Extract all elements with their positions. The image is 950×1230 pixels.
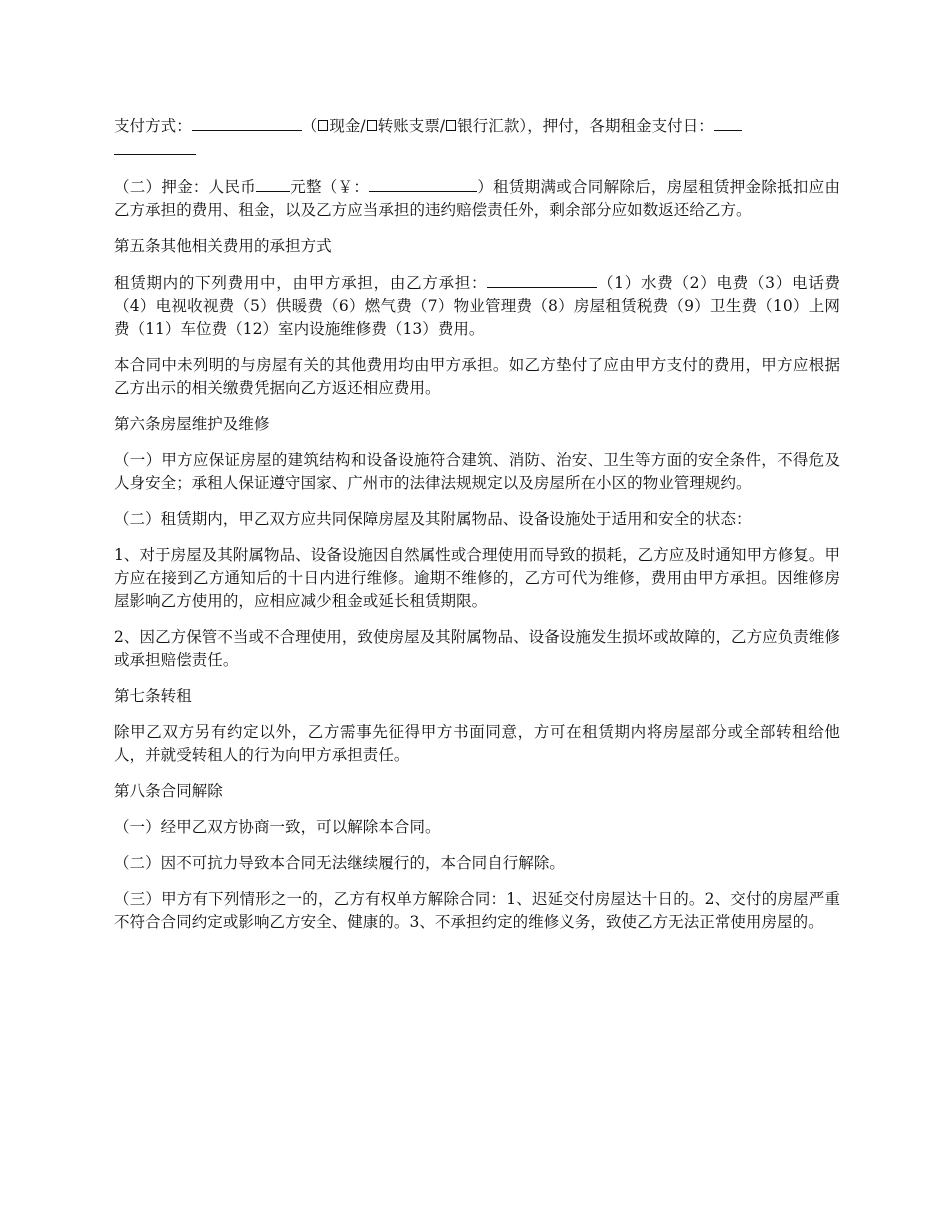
article-7-heading: 第七条转租 <box>114 687 192 705</box>
payment-label: 支付方式： <box>114 117 192 135</box>
fees-text-1: 租赁期内的下列费用中，由甲方承担，由乙方承担： <box>114 274 488 292</box>
option-cash: 现金/ <box>329 117 366 135</box>
article-6-heading: 第六条房屋维护及维修 <box>114 415 270 433</box>
deposit-amount-blank <box>256 175 290 192</box>
checkbox-bank[interactable] <box>446 120 456 131</box>
paren-close: ），押付，各期租金支付日： <box>519 117 714 135</box>
fees-text-2: （1）水费（2）电费（3）电话费（4）电视收视费（5）供暖费（6）燃气费（7）物业管理费（8）房屋租赁税费（9）卫生费（10）上网费（11）车位费（12）室内设施维修费（13）费用。 <box>114 274 841 338</box>
sublease-paragraph: 除甲乙双方另有约定以外，乙方需事先征得甲方书面同意，方可在租赁期内将房屋部分或全部转租给他人，并就受转租人的行为向甲方承担责任。 <box>114 723 840 764</box>
option-check: 转账支票/ <box>377 117 446 135</box>
document-page <box>114 114 840 947</box>
article-8-heading: 第八条合同解除 <box>114 782 223 800</box>
deposit-text-3: ）租赁期满或合同解除后，房屋租赁押金除抵扣应由乙方承担的费用、租金，以及乙方应当承担的违约赔偿责任外，剩余部分应如数返还给乙方。 <box>114 178 840 219</box>
fees-blank <box>487 271 597 288</box>
payment-date-blank <box>714 114 742 131</box>
paren-open: （ <box>301 117 318 135</box>
termination-clause-3: （三）甲方有下列情形之一的，乙方有权单方解除合同：1、迟延交付房屋达十日的。2、交付的房屋严重不符合合同约定或影响乙方安全、健康的。3、不承担约定的维修义务，致使乙方无法正常使用房屋的。 <box>114 890 840 931</box>
payment-method-paragraph <box>114 114 840 162</box>
option-bank: 银行汇款 <box>457 117 520 135</box>
payment-method-blank <box>192 114 302 131</box>
deposit-text-2: 元整（￥： <box>290 178 370 196</box>
maintenance-item-2: 2、因乙方保管不当或不合理使用，致使房屋及其附属物品、设备设施发生损坏或故障的，乙方应负责维修或承担赔偿责任。 <box>114 628 840 669</box>
termination-clause-1: （一）经甲乙双方协商一致，可以解除本合同。 <box>114 818 441 836</box>
deposit-number-blank <box>369 175 477 192</box>
checkbox-cash[interactable] <box>318 120 328 131</box>
deposit-text-1: （二）押金：人民币 <box>114 178 256 196</box>
maintenance-clause-2: （二）租赁期内，甲乙双方应共同保障房屋及其附属物品、设备设施处于适用和安全的状态： <box>114 510 752 528</box>
article-5-heading: 第五条其他相关费用的承担方式 <box>114 237 332 255</box>
other-fees-paragraph: 本合同中未列明的与房屋有关的其他费用均由甲方承担。如乙方垫付了应由甲方支付的费用，甲方应根据乙方出示的相关缴费凭据向乙方返还相应费用。 <box>114 356 840 397</box>
maintenance-item-1: 1、对于房屋及其附属物品、设备设施因自然属性或合理使用而导致的损耗，乙方应及时通知甲方修复。甲方应在接到乙方通知后的十日内进行维修。逾期不维修的，乙方可代为维修，费用由甲方承担。因维修房屋影响乙方使用的，应相应减少租金或延长租赁期限。 <box>114 546 840 610</box>
fees-paragraph <box>114 271 840 341</box>
deposit-paragraph <box>114 175 840 222</box>
checkbox-check[interactable] <box>367 120 377 131</box>
maintenance-clause-1: （一）甲方应保证房屋的建筑结构和设备设施符合建筑、消防、治安、卫生等方面的安全条件，不得危及人身安全；承租人保证遵守国家、广州市的法律法规规定以及房屋所在小区的物业管理规约。 <box>114 451 840 492</box>
payment-date-blank-cont <box>114 138 196 155</box>
termination-clause-2: （二）因不可抗力导致本合同无法继续履行的，本合同自行解除。 <box>114 854 565 872</box>
